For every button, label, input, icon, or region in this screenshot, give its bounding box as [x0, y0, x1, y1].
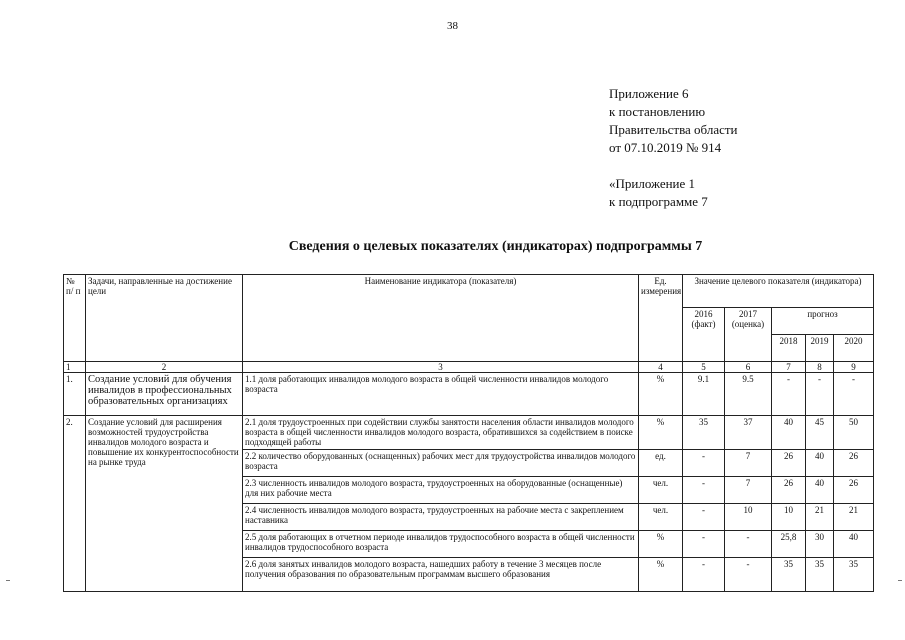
value-2019: 30: [806, 531, 834, 558]
value-2020: -: [834, 373, 874, 416]
header-value-group: Значение целевого показателя (индикатора): [683, 275, 874, 308]
indicator-name: 1.1 доля работающих инвалидов молодого возраста в общей численности инвалидов молодого возраста: [243, 373, 639, 416]
indicator-name: 2.6 доля занятых инвалидов молодого возраста, нашедших работу в течение 3 месяцев после получения образования по образовательным программам высшего образования: [243, 558, 639, 592]
value-2018: 25,8: [772, 531, 806, 558]
unit-cell: %: [639, 531, 683, 558]
header-row: [64, 275, 874, 308]
header-indicator: Наименование индикатора (показателя): [243, 275, 639, 362]
value-2020: 21: [834, 504, 874, 531]
value-2017: -: [725, 531, 772, 558]
column-number-row: [64, 362, 874, 373]
column-number: 4: [639, 362, 683, 373]
value-2016: -: [683, 531, 725, 558]
sub-appendix-line: «Приложение 1: [609, 176, 696, 191]
indicators-table: [63, 274, 874, 592]
sub-appendix-line: к подпрограмме 7: [609, 194, 708, 209]
document-title: Сведения о целевых показателях (индикаторах) подпрограммы 7: [288, 239, 703, 254]
header-forecast: прогноз: [772, 308, 874, 335]
task-cell: Создание условий для расширения возможностей трудоустройства инвалидов молодого возраста и повышение их конкурентоспособности на рынке труда: [86, 416, 243, 592]
row-num: 1.: [64, 373, 86, 416]
value-2019: -: [806, 373, 834, 416]
appendix-block: [609, 85, 738, 157]
value-2018: 10: [772, 504, 806, 531]
value-2018: 40: [772, 416, 806, 450]
row-num: 2.: [64, 416, 86, 592]
scan-margin-mark: [6, 580, 10, 581]
value-2018: 35: [772, 558, 806, 592]
value-2019: 45: [806, 416, 834, 450]
appendix-line: к постановлению: [609, 104, 706, 119]
unit-cell: чел.: [639, 504, 683, 531]
value-2017: -: [725, 558, 772, 592]
column-number: 2: [86, 362, 243, 373]
header-task: Задачи, направленные на достижение цели: [86, 275, 243, 362]
unit-cell: %: [639, 558, 683, 592]
unit-cell: %: [639, 373, 683, 416]
column-number: 3: [243, 362, 639, 373]
value-2020: 40: [834, 531, 874, 558]
header-2016: 2016 (факт): [683, 308, 725, 362]
indicator-name: 2.3 численность инвалидов молодого возраста, трудоустроенных на оборудованные (оснащенные) для них рабочие места: [243, 477, 639, 504]
sub-appendix-block: [609, 175, 708, 211]
value-2016: 35: [683, 416, 725, 450]
column-number: 6: [725, 362, 772, 373]
value-2018: 26: [772, 450, 806, 477]
value-2016: -: [683, 558, 725, 592]
value-2017: 9.5: [725, 373, 772, 416]
value-2017: 7: [725, 450, 772, 477]
page-number: 38: [447, 20, 458, 32]
column-number: 9: [834, 362, 874, 373]
value-2019: 35: [806, 558, 834, 592]
appendix-line: Правительства области: [609, 122, 738, 137]
value-2017: 10: [725, 504, 772, 531]
task-cell: Создание условий для обучения инвалидов в профессиональных образовательных организациях: [86, 373, 243, 416]
unit-cell: чел.: [639, 477, 683, 504]
value-2016: 9.1: [683, 373, 725, 416]
column-number: 1: [64, 362, 86, 373]
unit-cell: ед.: [639, 450, 683, 477]
value-2020: 26: [834, 450, 874, 477]
indicator-name: 2.4 численность инвалидов молодого возраста, трудоустроенных на рабочие места с закреплением наставника: [243, 504, 639, 531]
column-number: 8: [806, 362, 834, 373]
column-number: 7: [772, 362, 806, 373]
header-2020: 2020: [834, 335, 874, 362]
header-num: № п/ п: [64, 275, 86, 362]
indicator-name: 2.5 доля работающих в отчетном периоде инвалидов трудоспособного возраста в общей численности инвалидов трудоспособного возраста: [243, 531, 639, 558]
value-2016: -: [683, 477, 725, 504]
header-unit: Ед. измерения: [639, 275, 683, 362]
header-2018: 2018: [772, 335, 806, 362]
indicator-name: 2.1 доля трудоустроенных при содействии службы занятости населения области инвалидов молодого возраста в общей численности инвалидов молодого возраста, обратившихся за содействием в поиске подходящей работы: [243, 416, 639, 450]
scan-margin-mark: [898, 580, 902, 581]
appendix-line: от 07.10.2019 № 914: [609, 140, 722, 155]
value-2016: -: [683, 450, 725, 477]
table-row: [64, 416, 874, 450]
value-2017: 7: [725, 477, 772, 504]
header-2019: 2019: [806, 335, 834, 362]
value-2016: -: [683, 504, 725, 531]
appendix-line: Приложение 6: [609, 86, 689, 101]
unit-cell: %: [639, 416, 683, 450]
column-number: 5: [683, 362, 725, 373]
indicator-name: 2.2 количество оборудованных (оснащенных) рабочих мест для трудоустройства инвалидов молодого возраста: [243, 450, 639, 477]
value-2017: 37: [725, 416, 772, 450]
value-2019: 40: [806, 450, 834, 477]
value-2019: 21: [806, 504, 834, 531]
value-2020: 26: [834, 477, 874, 504]
value-2018: -: [772, 373, 806, 416]
value-2018: 26: [772, 477, 806, 504]
value-2020: 35: [834, 558, 874, 592]
header-2017: 2017 (оценка): [725, 308, 772, 362]
value-2020: 50: [834, 416, 874, 450]
table-row: [64, 373, 874, 416]
value-2019: 40: [806, 477, 834, 504]
